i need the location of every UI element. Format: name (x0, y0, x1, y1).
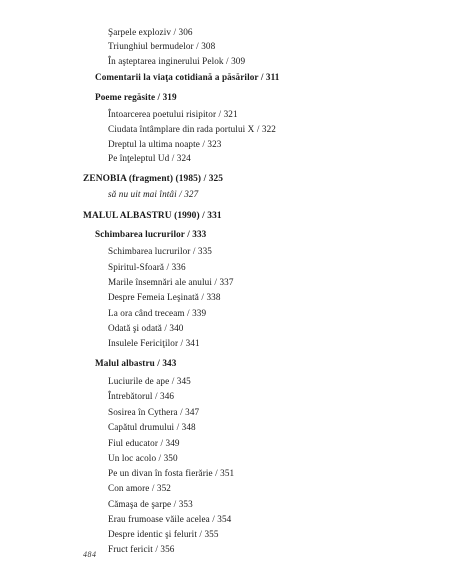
toc-entry (108, 483, 171, 494)
toc-entry-separator: / (197, 529, 205, 539)
toc-entry-page: 321 (223, 109, 238, 119)
toc-entry-title: Capătul drumului (108, 422, 175, 432)
toc-entry-title: Marile însemnări ale anului (108, 277, 212, 287)
toc-entry-page: 336 (171, 262, 186, 272)
toc-entry-page: 322 (261, 124, 276, 134)
toc-entry (108, 499, 193, 510)
toc-entry-title: Schimbarea lucrurilor (108, 246, 191, 256)
toc-entry-separator: / (193, 41, 202, 51)
toc-entry-title: Poeme regăsite (95, 92, 156, 102)
toc-entry-page: 319 (162, 92, 177, 102)
toc-entry-title: Triunghiul bermudelor (108, 41, 194, 51)
toc-entry-title: Odată şi odată (108, 323, 162, 333)
toc-entry-separator: / (211, 277, 220, 287)
toc-entry-page: 343 (162, 358, 177, 368)
toc-entry (83, 211, 222, 222)
toc-entry-page: 338 (206, 292, 221, 302)
toc-entry (108, 246, 212, 257)
toc-entry-page: 341 (185, 338, 200, 348)
toc-entry (108, 139, 222, 150)
toc-entry-separator: / (201, 174, 209, 184)
toc-entry (95, 358, 176, 369)
toc-entry-separator: / (174, 422, 182, 432)
toc-entry (108, 262, 186, 273)
toc-entry-separator: / (212, 468, 221, 478)
toc-entry-page: 311 (265, 72, 280, 82)
toc-entry-separator: / (178, 338, 186, 348)
toc-entry-separator: / (152, 544, 161, 554)
toc-entry-title: Con amore (108, 483, 150, 493)
toc-entry-page: 323 (207, 139, 222, 149)
toc-entry-separator: / (184, 229, 193, 239)
toc-entry-title: Cămaşa de şarpe (108, 499, 172, 509)
toc-entry-page: 355 (204, 529, 219, 539)
toc-entry-title: Erau frumoase văile acelea (108, 514, 210, 524)
toc-entry (108, 407, 199, 418)
toc-entry (108, 544, 174, 555)
toc-entry-title: Luciurile de ape (108, 376, 170, 386)
toc-entry-separator: / (209, 514, 218, 524)
toc-entry-title: Şarpele exploziv (108, 27, 172, 37)
toc-entry-separator: / (171, 27, 179, 37)
toc-entry (108, 529, 219, 540)
toc-entry-separator: / (199, 139, 208, 149)
toc-entry-page: 337 (219, 277, 234, 287)
toc-entry (108, 56, 245, 67)
toc-entry-title: Un loc acolo (108, 453, 157, 463)
toc-entry-title: Dreptul la ultima noapte (108, 139, 200, 149)
toc-entry-title: Întrebătorul (108, 391, 153, 401)
toc-entry-separator: / (155, 92, 163, 102)
toc-entry-title: Sosirea în Cythera (108, 407, 178, 417)
toc-entry (108, 376, 191, 387)
toc-entry-page: 349 (165, 438, 180, 448)
toc-entry (108, 153, 191, 164)
toc-entry-title: Fiul educator (108, 438, 159, 448)
toc-entry (95, 92, 177, 103)
toc-entry (95, 229, 206, 240)
toc-entry-page: 356 (160, 544, 175, 554)
toc-entry (95, 72, 279, 83)
toc-entry (108, 422, 196, 433)
toc-entry-separator: / (154, 358, 163, 368)
toc-entry-title: Întoarcerea poetului risipitor (108, 109, 217, 119)
toc-entry-separator: / (199, 211, 208, 221)
toc-entry-page: 335 (197, 246, 213, 256)
toc-entry (108, 338, 200, 349)
toc-entry-page: 354 (217, 514, 232, 524)
toc-entry-separator: / (184, 308, 193, 318)
toc-entry-page: 350 (163, 453, 178, 463)
page-number: 484 (83, 550, 97, 559)
toc-entry-title: În aşteptarea inginerului Pelok (108, 56, 224, 66)
toc-entry (108, 189, 198, 200)
toc-entry-page: 348 (181, 422, 196, 432)
toc-entry-title: Despre identic şi felurit (108, 529, 197, 539)
toc-entry-title: Malul albastru (95, 358, 155, 368)
toc-entry-page: 309 (231, 56, 246, 66)
toc-entry-page: 306 (178, 27, 193, 37)
toc-entry-separator: / (171, 499, 179, 509)
toc-entry-page: 331 (207, 211, 222, 221)
toc-entry (108, 391, 174, 402)
toc-entry-page: 327 (184, 189, 199, 199)
toc-entry-separator: / (158, 438, 166, 448)
toc-entry-separator: / (198, 292, 207, 302)
toc-entry-separator: / (254, 124, 262, 134)
toc-entry-title: Comentarii la viaţa cotidiană a păsărilor (95, 72, 259, 82)
toc-entry (108, 468, 234, 479)
toc-entry (108, 514, 231, 525)
toc-entry (108, 292, 221, 303)
toc-entry-title: ZENOBIA (fragment) (1985) (83, 174, 202, 184)
toc-entry-page: 353 (178, 499, 193, 509)
toc-entry-title: Fruct fericit (108, 544, 153, 554)
toc-entry-title: Spiritul-Sfoară (108, 262, 165, 272)
toc-entry-page: 333 (192, 229, 207, 239)
toc-entry-separator: / (176, 189, 185, 199)
toc-entry-separator: / (164, 262, 172, 272)
toc-entry-title: Insulele Fericiţilor (108, 338, 179, 348)
toc-entry-separator: / (149, 483, 157, 493)
toc-entry-separator: / (152, 391, 161, 401)
toc-entry (108, 438, 180, 449)
toc-entry (83, 174, 223, 185)
toc-entry-title: Ciudata întâmplare din rada portului X (108, 124, 255, 134)
toc-entry-page: 345 (176, 376, 191, 386)
toc-entry-separator: / (156, 453, 164, 463)
toc-entry-separator: / (223, 56, 232, 66)
toc-entry (108, 277, 234, 288)
toc-entry (108, 109, 238, 120)
toc-entry-title: Despre Femeia Leşinată (108, 292, 199, 302)
toc-entry-page: 346 (160, 391, 175, 401)
toc-entry-separator: / (169, 153, 177, 163)
toc-entry-page: 351 (220, 468, 235, 478)
toc-entry-title: MALUL ALBASTRU (1990) (83, 211, 200, 221)
toc-entry-page: 347 (185, 407, 200, 417)
toc-entry-title: să nu uit mai întâi (108, 189, 177, 199)
toc-entry-title: Pe înţeleptul Ud (108, 153, 170, 163)
toc-entry-page: 340 (169, 323, 184, 333)
toc-entry-separator: / (216, 109, 224, 119)
toc-entry (108, 308, 206, 319)
toc-entry-separator: / (177, 407, 186, 417)
toc-entry-page: 352 (156, 483, 172, 493)
toc-entry (108, 124, 276, 135)
toc-entry-separator: / (169, 376, 177, 386)
toc-entry (108, 323, 184, 334)
toc-entry (108, 27, 193, 38)
toc-entry (108, 453, 178, 464)
toc-entry-title: Pe un divan în fosta fierărie (108, 468, 213, 478)
toc-entry-page: 339 (192, 308, 207, 318)
toc-entry-page: 324 (176, 153, 191, 163)
toc-entry-title: La ora când treceam (108, 308, 185, 318)
toc-entry-separator: / (161, 323, 170, 333)
toc-entry-separator: / (190, 246, 198, 256)
toc-entry-page: 325 (208, 174, 224, 184)
toc-entry-separator: / (258, 72, 266, 82)
toc-entry-title: Schimbarea lucrurilor (95, 229, 185, 239)
toc-entry-page: 308 (201, 41, 216, 51)
toc-entry (108, 41, 215, 52)
